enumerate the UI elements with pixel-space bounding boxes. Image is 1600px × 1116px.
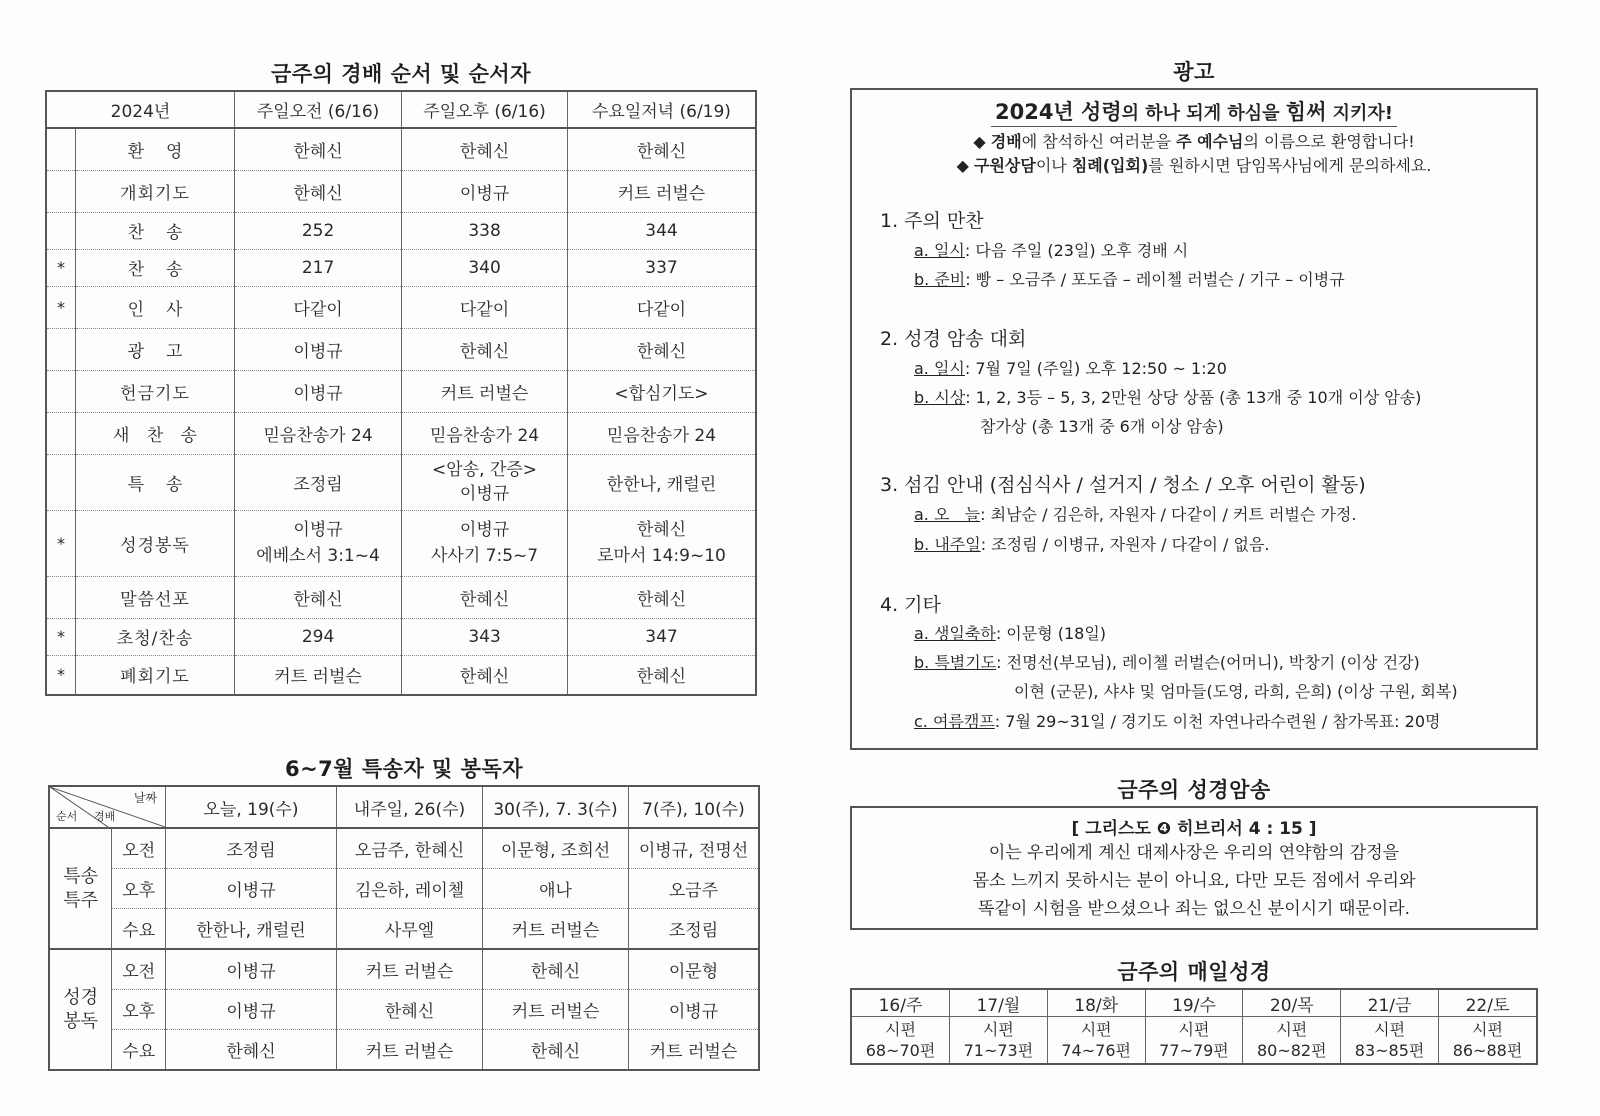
notice-bold: 경배: [990, 132, 1022, 151]
day-header: 21/금: [1341, 989, 1439, 1017]
item-text: : 다음 주일 (23일) 오후 경배 시: [964, 241, 1189, 260]
cell: 오금주, 한혜신: [337, 828, 483, 869]
cell: 오금주: [629, 869, 760, 909]
group-label-line: 특주: [63, 889, 99, 911]
item-label: b. 특별기도: [914, 653, 997, 672]
star-mark: [46, 170, 76, 212]
section-heading: 1. 주의 만찬: [880, 210, 984, 232]
cell: 347: [567, 618, 756, 655]
cell: 한혜신: [235, 170, 402, 212]
star-mark: [46, 212, 76, 249]
table-row: [49, 869, 759, 909]
reading-book: 시편: [982, 1020, 1014, 1039]
worship-order-table: [45, 90, 757, 696]
group-label-bible-reading: [49, 949, 112, 1070]
cell: 애나: [483, 869, 629, 909]
corner-service-label: 경배: [94, 810, 116, 823]
cell-line: 에베소서 3:1~4: [256, 546, 380, 566]
star-mark: *: [46, 655, 76, 695]
sub-label: 오후: [112, 869, 166, 909]
section-item: [914, 238, 1188, 261]
reading-range: 68~70편: [865, 1041, 936, 1060]
section-item: [914, 385, 1421, 408]
notice-text: 를 원하시면 담임목사님에게 문의하세요.: [1148, 156, 1432, 175]
header-date-4: 7(주), 10(수): [629, 786, 760, 828]
cell: 한혜신: [402, 655, 568, 695]
cell: 한혜신: [567, 128, 756, 170]
row-label: 새 찬 송: [76, 412, 235, 454]
table-row: [49, 949, 759, 990]
cell: 한혜신: [483, 949, 629, 990]
cell: 이병규: [235, 328, 402, 370]
notice-bold: 주 예수님: [1176, 132, 1244, 151]
notice-text: 의 이름으로 환영합니다!: [1243, 132, 1415, 151]
group-label-line: 특송: [63, 865, 99, 887]
sub-label: 수요: [112, 909, 166, 950]
cell: 한혜신: [567, 576, 756, 618]
announcements-box: [850, 88, 1538, 750]
notice-bold: 구원상담: [974, 156, 1036, 175]
star-mark: *: [46, 249, 76, 286]
item-label: b. 내주일: [914, 535, 981, 554]
cell: 이병규: [402, 170, 568, 212]
verse-title: 금주의 성경암송: [1117, 778, 1271, 802]
corner-header: [49, 786, 166, 828]
section-item: [914, 502, 1356, 525]
cell: 한한나, 캐럴린: [166, 909, 337, 950]
cell: 294: [235, 618, 402, 655]
cell: 조정림: [629, 909, 760, 950]
reading-cell: [1438, 1017, 1537, 1065]
cell: [235, 510, 402, 576]
day-header: 18/화: [1047, 989, 1145, 1017]
row-label: 찬송: [76, 212, 235, 249]
reading-book: 시편: [1374, 1020, 1406, 1039]
reading-cell: [949, 1017, 1047, 1065]
item-label: b. 시상: [914, 388, 966, 407]
reading-cell: [851, 1017, 949, 1065]
notice-list: [852, 130, 1536, 178]
table-header-row: [49, 786, 759, 828]
item-label: a. 생일축하: [914, 624, 996, 643]
item-label: b. 준비: [914, 270, 966, 289]
cell: 한혜신: [235, 576, 402, 618]
special-title: 6~7월 특송자 및 봉독자: [284, 757, 524, 781]
reading-book: 시편: [1472, 1020, 1503, 1039]
star-mark: [46, 576, 76, 618]
cell-line: 사사기 7:5~7: [430, 546, 539, 566]
day-header: 16/주: [851, 989, 949, 1017]
reading-range: 74~76편: [1061, 1041, 1131, 1060]
day-header: 17/월: [949, 989, 1047, 1017]
reading-range: 77~79편: [1159, 1041, 1229, 1060]
notice-bold: 침례(입회): [1071, 156, 1149, 175]
table-row: [46, 412, 756, 454]
item-text: : 전명선(부모님), 레이첼 러벌슨(어머니), 박창기 (이상 건강): [996, 653, 1420, 672]
star-mark: [46, 454, 76, 510]
row-label: 찬송: [76, 249, 235, 286]
cell: 이병규: [629, 990, 760, 1030]
item-text: : 빵 – 오금주 / 포도즙 – 레이첼 러벌슨 / 기구 – 이병규: [965, 270, 1345, 289]
reading-range: 86~88편: [1452, 1041, 1523, 1060]
item-label: a. 일시: [914, 359, 965, 378]
cell-line: 이병규: [459, 520, 510, 540]
cell: 이병규, 전명선: [629, 828, 760, 869]
cell: 한혜신: [483, 1030, 629, 1071]
day-header: 22/토: [1438, 989, 1537, 1017]
table-row: [49, 1030, 759, 1071]
row-label: 말씀선포: [76, 576, 235, 618]
notice-item: [852, 130, 1536, 154]
group-label-line: 봉독: [63, 1010, 99, 1032]
table-row: [49, 828, 759, 869]
table-row: [46, 212, 756, 249]
cell: 343: [402, 618, 568, 655]
cell: 한혜신: [402, 576, 568, 618]
item-text: : 이문형 (18일): [995, 624, 1107, 643]
cell: 338: [402, 212, 568, 249]
section-item: [914, 356, 1227, 379]
cell: 344: [567, 212, 756, 249]
cell-line: 한혜신: [636, 520, 687, 540]
ads-title: 광고: [1173, 60, 1215, 84]
cell: 한혜신: [402, 128, 568, 170]
verse-line: 이는 우리에게 계신 대제사장은 우리의 연약함의 감정을: [988, 843, 1400, 863]
cell-line: 이병규: [293, 520, 343, 540]
table-header-row: [46, 91, 756, 128]
cell: 다같이: [235, 286, 402, 328]
table-row: [46, 576, 756, 618]
sub-label: 오전: [112, 828, 166, 869]
cell: <합심기도>: [567, 370, 756, 412]
cell: 이문형, 조희선: [483, 828, 629, 869]
section-heading: 4. 기타: [880, 594, 941, 616]
slogan-part: 의 하나 되게 하심을: [1121, 103, 1286, 124]
reading-cell: [1243, 1017, 1341, 1065]
order-title: 금주의 경배 순서 및 순서자: [271, 62, 531, 86]
header-date-2: 내주일, 26(수): [337, 786, 483, 828]
cell: 다같이: [402, 286, 568, 328]
cell: [567, 510, 756, 576]
row-label: 헌금기도: [76, 370, 235, 412]
table-row: [851, 1017, 1537, 1065]
cell: 337: [567, 249, 756, 286]
star-mark: [46, 370, 76, 412]
cell: 한혜신: [166, 1030, 337, 1071]
sub-label: 수요: [112, 1030, 166, 1071]
slogan-part: 지키자!: [1326, 103, 1393, 124]
slogan-underline: [991, 100, 1397, 127]
table-header-row: [851, 989, 1537, 1017]
reading-cell: [1145, 1017, 1243, 1065]
diamond-bullet-icon: ◆: [973, 132, 986, 151]
cell: 조정림: [166, 828, 337, 869]
table-row: [46, 249, 756, 286]
row-label: 개회기도: [76, 170, 235, 212]
group-label-line: 성경: [63, 986, 99, 1008]
table-row: [46, 618, 756, 655]
section-item: [914, 650, 1420, 673]
reading-cell: [1047, 1017, 1145, 1065]
yearly-slogan: [852, 96, 1536, 126]
row-label: 폐회기도: [76, 655, 235, 695]
daily-bible-table: [850, 988, 1538, 1065]
cell: 이문형: [629, 949, 760, 990]
section-heading: 2. 성경 암송 대회: [880, 328, 1027, 350]
item-text: : 조정림 / 이병규, 자원자 / 다같이 / 없음.: [980, 535, 1270, 554]
daily-title: 금주의 매일성경: [1117, 960, 1271, 984]
star-mark: *: [46, 510, 76, 576]
diamond-bullet-icon: ◆: [956, 156, 969, 175]
cell: 커트 러벌슨: [483, 909, 629, 950]
cell: 믿음찬송가 24: [235, 412, 402, 454]
cell: 한혜신: [235, 128, 402, 170]
cell: 217: [235, 249, 402, 286]
item-label: a. 오 늘: [914, 505, 981, 524]
cell: 340: [402, 249, 568, 286]
cell: 이병규: [166, 949, 337, 990]
table-row: [46, 510, 756, 576]
cell: 사무엘: [337, 909, 483, 950]
reading-book: 시편: [885, 1020, 916, 1039]
header-sunday-pm: 주일오후 (6/16): [402, 91, 568, 128]
item-label: c. 여름캠프: [914, 712, 995, 731]
cell: 252: [235, 212, 402, 249]
cell: 믿음찬송가 24: [567, 412, 756, 454]
cell: 김은하, 레이첼: [337, 869, 483, 909]
header-date-3: 30(주), 7. 3(수): [483, 786, 629, 828]
star-mark: [46, 328, 76, 370]
table-row: [46, 170, 756, 212]
cell: 커트 러벌슨: [337, 949, 483, 990]
reading-range: 71~73편: [963, 1041, 1034, 1060]
row-label: 환영: [76, 128, 235, 170]
cell: 한혜신: [567, 655, 756, 695]
notice-text: 에 참석하신 여러분을: [1021, 132, 1177, 151]
item-text: : 최남순 / 김은하, 자원자 / 다같이 / 커트 러벌슨 가정.: [980, 505, 1357, 524]
item-text: : 7월 7일 (주일) 오후 12:50 ~ 1:20: [964, 359, 1227, 378]
table-row: [49, 990, 759, 1030]
cell: [402, 454, 568, 510]
special-readers-table: [48, 785, 760, 1071]
verse-reference: [ 그리스도 ❹ 히브리서 4 : 15 ]: [1071, 819, 1317, 839]
section-item: [914, 267, 1345, 290]
cell: 다같이: [567, 286, 756, 328]
verse-line: 몸소 느끼지 못하시는 분이 아니요, 다만 모든 점에서 우리와: [972, 871, 1416, 891]
cell: [235, 454, 402, 510]
slogan-part: 2024년: [994, 100, 1082, 124]
header-sunday-am: 주일오전 (6/16): [235, 91, 402, 128]
cell: 이병규: [166, 990, 337, 1030]
star-mark: *: [46, 618, 76, 655]
cell: 커트 러벌슨: [402, 370, 568, 412]
header-year: 2024년: [46, 91, 235, 128]
cell-line: 로마서 14:9~10: [597, 546, 726, 566]
cell: [402, 510, 568, 576]
star-mark: [46, 412, 76, 454]
table-row: [46, 655, 756, 695]
item-continuation: 참가상 (총 13개 중 6개 이상 암송): [980, 417, 1224, 436]
reading-book: 시편: [1178, 1020, 1210, 1039]
star-mark: [46, 128, 76, 170]
reading-cell: [1341, 1017, 1439, 1065]
table-row: [46, 454, 756, 510]
row-label: 성경봉독: [76, 510, 235, 576]
table-row: [46, 286, 756, 328]
header-wednesday: 수요일저녁 (6/19): [567, 91, 756, 128]
corner-date-label: 날짜: [133, 791, 157, 805]
slogan-part: 힘써: [1285, 100, 1327, 124]
sub-label: 오후: [112, 990, 166, 1030]
row-label: 특송: [76, 454, 235, 510]
row-label: 초청/찬송: [76, 618, 235, 655]
corner-order-label: 순서: [56, 810, 78, 823]
item-continuation: 이현 (군문), 샤샤 및 엄마들(도영, 라희, 은희) (이상 구원, 회복): [1014, 682, 1458, 701]
cell-line: 조정림: [293, 474, 343, 495]
group-label-special-song: [49, 828, 112, 949]
table-row: [46, 128, 756, 170]
notice-item: [852, 154, 1536, 178]
section-heading: 3. 섬김 안내 (점심식사 / 설거지 / 청소 / 오후 어린이 활동): [880, 474, 1366, 496]
cell-line: 이병규: [459, 484, 510, 504]
cell: 한혜신: [402, 328, 568, 370]
cell-line: <암송, 간증>: [432, 460, 538, 480]
cell-line: 한한나, 캐럴린: [606, 474, 717, 495]
cell: 이병규: [166, 869, 337, 909]
header-date-1: 오늘, 19(수): [166, 786, 337, 828]
item-text: : 7월 29~31일 / 경기도 이천 자연나라수련원 / 참가목표: 20명: [994, 712, 1441, 731]
cell: 커트 러벌슨: [337, 1030, 483, 1071]
cell: [567, 454, 756, 510]
cell: 이병규: [235, 370, 402, 412]
day-header: 20/목: [1243, 989, 1341, 1017]
section-item: [914, 709, 1440, 732]
cell: 한혜신: [567, 328, 756, 370]
verse-line: 똑같이 시험을 받으셨으나 죄는 없으신 분이시기 때문이라.: [978, 899, 1410, 919]
notice-text: 이나: [1035, 156, 1072, 175]
cell: 믿음찬송가 24: [402, 412, 568, 454]
table-row: [46, 370, 756, 412]
day-header: 19/수: [1145, 989, 1243, 1017]
star-mark: *: [46, 286, 76, 328]
row-label: 광고: [76, 328, 235, 370]
row-label: 인사: [76, 286, 235, 328]
reading-range: 83~85편: [1354, 1041, 1425, 1060]
sub-label: 오전: [112, 949, 166, 990]
reading-book: 시편: [1276, 1020, 1308, 1039]
item-text: : 1, 2, 3등 – 5, 3, 2만원 상당 상품 (총 13개 중 10개 이상 암송): [965, 388, 1422, 407]
slogan-part: 성령: [1081, 100, 1122, 124]
cell: 커트 러벌슨: [483, 990, 629, 1030]
reading-range: 80~82편: [1256, 1041, 1327, 1060]
table-row: [46, 328, 756, 370]
table-row: [49, 909, 759, 950]
cell: 커트 러벌슨: [235, 655, 402, 695]
memory-verse-box: [850, 806, 1538, 930]
cell: 한혜신: [337, 990, 483, 1030]
cell: 커트 러벌슨: [629, 1030, 760, 1071]
item-label: a. 일시: [914, 241, 965, 260]
reading-book: 시편: [1080, 1020, 1112, 1039]
section-item: [914, 621, 1106, 644]
cell: 커트 러벌슨: [567, 170, 756, 212]
section-item: [914, 532, 1270, 555]
